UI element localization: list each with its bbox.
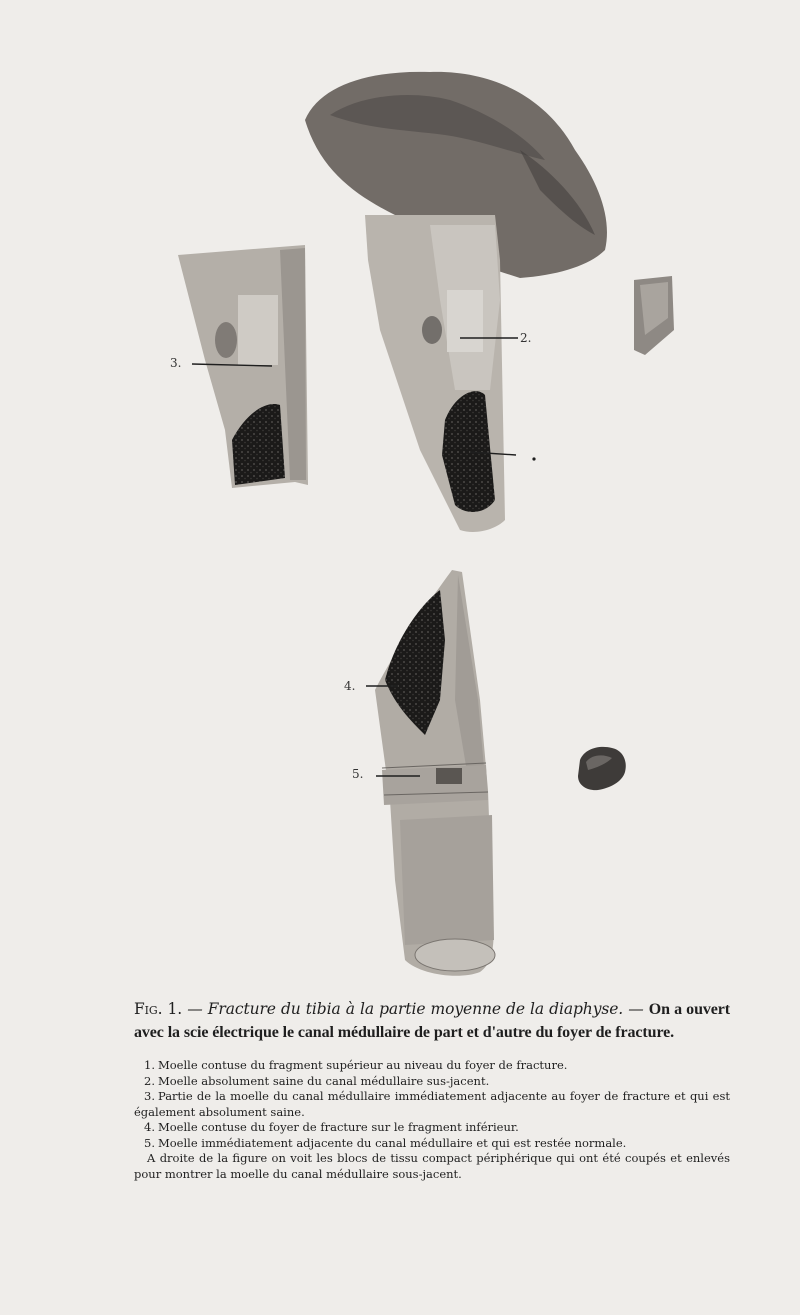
legend-text: Partie de la moelle du canal médullaire immédiatement adjacente au foyer de fracture et qui est également absolument saine. [134, 1089, 730, 1119]
legend-text: Moelle contuse du foyer de fracture sur le fragment inférieur. [157, 1120, 519, 1134]
removed-bone-block-upper [634, 276, 674, 355]
lower-fragment [366, 570, 495, 976]
legend-text: Moelle absolument saine du canal médullaire sus-jacent. [157, 1073, 490, 1088]
figure-title: — Fracture du tibia à la partie moyenne de la diaphyse. — [187, 1000, 644, 1018]
legend-item [134, 1074, 730, 1090]
legend-item [134, 1058, 730, 1074]
legend-text: Moelle immédiatement adjacente du canal médullaire et qui est restée normale. [157, 1135, 627, 1150]
legend-item [134, 1089, 730, 1120]
legend-text: A droite de la figure on voit les blocs de tissu compact périphérique qui ont été coupés et enlevés pour montrer la moelle du canal médullaire sous-jacent. [134, 1151, 730, 1181]
figure-caption [134, 998, 730, 1182]
figure-label-2: 2. [520, 331, 532, 345]
figure-description: On a ouvert avec la scie électrique le canal médullaire de part et d'autre du foyer de fracture. [134, 1001, 731, 1041]
legend-number: 4. [144, 1120, 155, 1134]
figure-label-3: 3. [170, 356, 182, 370]
legend-item [134, 1151, 730, 1182]
legend-number: 5. [144, 1135, 155, 1150]
figure-label-5: 5. [352, 767, 364, 781]
legend-item [134, 1136, 730, 1152]
figure-legend [134, 1058, 730, 1182]
legend-number: 1. [144, 1058, 155, 1072]
figure-number: Fig. 1. [134, 1000, 183, 1018]
legend-item [134, 1120, 730, 1136]
legend-number: 2. [144, 1073, 155, 1088]
legend-text: Moelle contuse du fragment supérieur au niveau du foyer de fracture. [157, 1058, 568, 1072]
figure-label-4: 4. [344, 679, 356, 693]
caption-heading [134, 998, 730, 1044]
legend-number: 3. [144, 1089, 155, 1103]
removed-bone-block-lower [578, 747, 626, 790]
side-fragment-left [178, 245, 308, 488]
